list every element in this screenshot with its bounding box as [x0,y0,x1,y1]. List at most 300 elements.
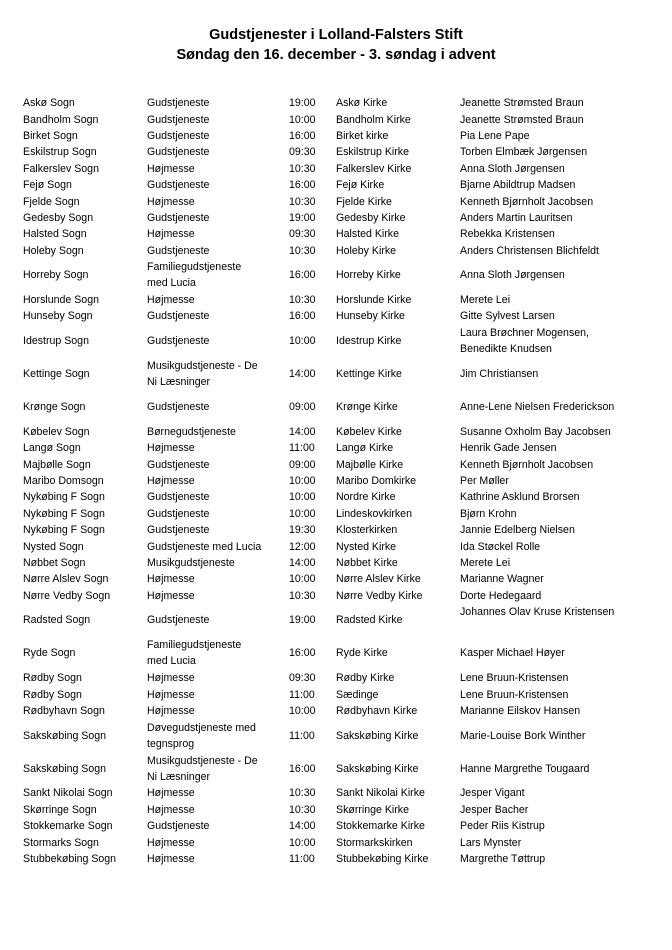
priest-cell-text: Jesper Bacher [460,803,529,816]
parish-cell [23,177,143,193]
church-cell [336,851,456,867]
service-type-cell-text: Gudstjeneste [147,401,210,414]
priest-cell-text: Kenneth Bjørnholt Jacobsen [460,458,594,471]
service-type-cell-text: Børnegudstjeneste [147,425,236,438]
parish-cell-text: Maribo Domsogn [23,475,104,488]
priest-cell [460,440,665,456]
parish-cell-text: Stokkemarke Sogn [23,820,113,833]
time-cell-text: 10:00 [289,335,316,348]
priest-cell-text: Benedikte Knudsen [460,343,552,356]
service-type-cell [147,440,282,456]
church-cell [336,818,456,834]
parish-cell [23,555,143,571]
parish-cell [23,440,143,456]
service-type-cell-text: Højmesse [147,573,195,586]
priest-cell-text: Anders Martin Lauritsen [460,211,573,224]
service-type-cell-text: Højmesse [147,228,195,241]
priest-cell [460,292,665,308]
parish-cell-text: Rødbyhavn Sogn [23,704,105,717]
priest-cell [460,604,665,637]
service-type-cell [147,588,282,604]
parish-cell [23,588,143,604]
service-type-cell-text: Gudstjeneste [147,310,210,323]
parish-cell [23,308,143,324]
time-cell-text: 16:00 [289,179,316,192]
parish-cell-text: Holeby Sogn [23,244,84,257]
service-row [0,834,672,850]
time-cell-text: 11:00 [289,688,315,701]
time-cell [289,818,329,834]
service-type-cell [147,161,282,177]
service-type-cell [147,325,282,358]
church-cell-text: Holeby Kirke [336,244,397,257]
service-row [0,719,672,752]
priest-cell [460,555,665,571]
time-cell [289,637,329,670]
parish-cell-text: Hunseby Sogn [23,310,93,323]
church-cell [336,424,456,440]
service-type-cell-text: Musikgudstjeneste [147,557,235,569]
time-cell [289,752,329,785]
church-cell-text: Nørre Vedby Kirke [336,589,423,602]
parish-cell [23,522,143,538]
service-type-cell-text: Døvegudstjeneste med [147,721,256,734]
parish-cell [23,210,143,226]
time-cell-text: 16:00 [289,269,316,282]
service-type-cell-text: Højmesse [147,475,195,488]
church-cell-text: Gedesby Kirke [336,211,406,224]
service-type-cell [147,226,282,242]
parish-cell-text: Nykøbing F Sogn [23,507,105,520]
service-type-cell-text: Ni Læsninger [147,770,211,783]
service-type-cell-text: Gudstjeneste [147,820,210,833]
priest-cell-text: Jannie Edelberg Nielsen [460,524,575,537]
time-cell-text: 11:00 [289,442,315,455]
parish-cell-text: Radsted Sogn [23,614,91,627]
priest-cell [460,144,665,160]
service-row [0,802,672,818]
service-type-cell [147,259,282,292]
service-row [0,144,672,160]
church-cell [336,555,456,571]
church-cell-text: Horslunde Kirke [336,294,412,307]
parish-cell-text: Nøbbet Sogn [23,557,86,569]
service-type-cell [147,456,282,472]
church-cell-text: Rødby Kirke [336,672,395,685]
church-cell [336,111,456,127]
church-cell-text: Fejø Kirke [336,179,385,192]
church-cell-text: Stubbekøbing Kirke [336,852,429,865]
church-cell-text: Askø Kirke [336,97,388,110]
service-type-cell [147,571,282,587]
parish-cell-text: Horreby Sogn [23,269,89,282]
priest-cell-text: Marie-Louise Bork Winther [460,729,586,742]
time-cell-text: 19:30 [289,524,316,537]
service-type-cell-text: med Lucia [147,655,196,668]
church-cell [336,752,456,785]
service-row [0,391,672,424]
parish-cell [23,95,143,111]
church-cell-text: Idestrup Kirke [336,335,402,348]
priest-cell-text: Pia Lene Pape [460,129,530,142]
service-row [0,785,672,801]
parish-cell [23,424,143,440]
service-type-cell-text: Gudstjeneste [147,129,210,142]
service-row [0,226,672,242]
priest-cell-text: Jeanette Strømsted Braun [460,113,584,126]
service-row [0,686,672,702]
priest-cell-text: Lars Mynster [460,836,522,849]
parish-cell-text: Nysted Sogn [23,540,84,553]
church-cell [336,719,456,752]
time-cell-text: 10:00 [289,704,316,717]
parish-cell [23,785,143,801]
service-type-cell-text: Højmesse [147,688,195,701]
service-type-cell-text: Gudstjeneste med Lucia [147,540,262,553]
service-type-cell-text: Højmesse [147,787,195,800]
parish-cell [23,292,143,308]
time-cell [289,588,329,604]
priest-cell [460,391,665,424]
service-type-cell-text: Gudstjeneste [147,146,210,159]
time-cell [289,834,329,850]
church-cell-text: Nørre Alslev Kirke [336,573,421,586]
parish-cell [23,128,143,144]
priest-cell [460,489,665,505]
parish-cell-text: Stormarks Sogn [23,836,99,849]
parish-cell-text: Sankt Nikolai Sogn [23,787,113,800]
parish-cell-text: Stubbekøbing Sogn [23,852,117,865]
church-cell [336,522,456,538]
parish-cell [23,637,143,670]
parish-cell-text: Bandholm Sogn [23,113,99,126]
priest-cell-text: Johannes Olav Kruse Kristensen [460,605,615,618]
priest-cell [460,637,665,670]
time-cell-text: 10:00 [289,507,316,520]
priest-cell [460,243,665,259]
time-cell-text: 11:00 [289,729,315,742]
service-row [0,358,672,391]
church-cell [336,391,456,424]
parish-cell [23,703,143,719]
parish-cell [23,670,143,686]
church-cell-text: Nøbbet Kirke [336,557,398,569]
service-row [0,506,672,522]
service-row [0,424,672,440]
parish-cell [23,358,143,391]
service-type-cell-text: tegnsprog [147,737,195,750]
parish-cell-text: Langø Sogn [23,442,81,455]
church-cell [336,177,456,193]
priest-cell [460,538,665,554]
service-type-cell-text: Gudstjeneste [147,244,210,257]
church-cell [336,834,456,850]
church-cell [336,259,456,292]
parish-cell-text: Krønge Sogn [23,401,86,414]
parish-cell-text: Sakskøbing Sogn [23,762,107,775]
service-type-cell-text: Gudstjeneste [147,524,210,537]
time-cell-text: 10:30 [289,294,316,307]
service-type-cell-text: Gudstjeneste [147,179,210,192]
parish-cell-text: Askø Sogn [23,97,75,110]
parish-cell-text: Fjelde Sogn [23,195,80,208]
priest-cell-text: Rebekka Kristensen [460,228,555,241]
priest-cell-text: Marianne Wagner [460,573,544,586]
service-type-cell [147,703,282,719]
service-type-cell-text: Højmesse [147,704,195,717]
service-type-cell-text: Højmesse [147,442,195,455]
priest-cell-text: Merete Lei [460,557,511,569]
service-type-cell [147,243,282,259]
time-cell [289,193,329,209]
time-cell-text: 14:00 [289,368,316,381]
church-cell [336,144,456,160]
church-cell-text: Radsted Kirke [336,614,403,627]
parish-cell [23,456,143,472]
service-type-cell [147,506,282,522]
parish-cell-text: Købelev Sogn [23,425,90,438]
church-cell-text: Horreby Kirke [336,269,401,282]
parish-cell-text: Fejø Sogn [23,179,72,192]
parish-cell [23,243,143,259]
time-cell-text: 10:00 [289,836,316,849]
service-type-cell [147,538,282,554]
time-cell-text: 10:00 [289,475,316,488]
church-cell [336,571,456,587]
church-cell [336,193,456,209]
page-subtitle: Søndag den 16. december - 3. søndag i advent [176,47,496,63]
priest-cell-text: Kathrine Asklund Brorsen [460,491,580,504]
service-type-cell [147,358,282,391]
service-type-cell-text: Familiegudstjeneste [147,261,242,274]
church-cell-text: Klosterkirken [336,524,398,537]
priest-cell [460,177,665,193]
service-type-cell-text: Familiegudstjeneste [147,639,242,652]
church-cell [336,161,456,177]
service-type-cell-text: Højmesse [147,803,195,816]
service-type-cell-text: Musikgudstjeneste - De [147,360,258,373]
service-type-cell [147,210,282,226]
service-type-cell [147,851,282,867]
church-cell [336,456,456,472]
parish-cell [23,834,143,850]
parish-cell [23,851,143,867]
service-type-cell-text: Gudstjeneste [147,614,210,627]
priest-cell [460,802,665,818]
time-cell [289,571,329,587]
service-row [0,325,672,358]
priest-cell [460,686,665,702]
time-cell [289,391,329,424]
priest-cell [460,522,665,538]
church-cell-text: Majbølle Kirke [336,458,404,471]
church-cell-text: Falkerslev Kirke [336,162,412,175]
church-cell [336,226,456,242]
time-cell-text: 11:00 [289,852,315,865]
service-type-cell [147,144,282,160]
parish-cell [23,818,143,834]
parish-cell-text: Kettinge Sogn [23,368,90,381]
parish-cell-text: Gedesby Sogn [23,211,94,224]
time-cell [289,522,329,538]
time-cell-text: 09:00 [289,458,316,471]
priest-cell [460,210,665,226]
church-cell-text: Maribo Domkirke [336,475,417,488]
church-cell-text: Hunseby Kirke [336,310,405,323]
time-cell-text: 16:00 [289,647,316,660]
church-cell-text: Købelev Kirke [336,425,402,438]
priest-cell [460,308,665,324]
priest-cell-text: Gitte Sylvest Larsen [460,310,555,323]
parish-cell-text: Skørringe Sogn [23,803,97,816]
church-cell [336,686,456,702]
time-cell-text: 09:30 [289,146,316,159]
parish-cell-text: Halsted Sogn [23,228,87,241]
time-cell [289,686,329,702]
time-cell-text: 10:30 [289,244,316,257]
service-type-cell [147,292,282,308]
page-title: Gudstjenester i Lolland-Falsters Stift [209,27,463,43]
church-cell-text: Stokkemarke Kirke [336,820,425,833]
parish-cell [23,193,143,209]
parish-cell [23,719,143,752]
church-cell [336,506,456,522]
parish-cell-text: Sakskøbing Sogn [23,729,107,742]
church-cell-text: Sankt Nikolai Kirke [336,787,425,800]
church-cell-text: Eskilstrup Kirke [336,146,409,159]
church-cell [336,210,456,226]
service-type-cell [147,522,282,538]
church-cell-text: Langø Kirke [336,442,394,455]
church-cell [336,604,456,637]
church-cell-text: Bandholm Kirke [336,113,411,126]
service-row [0,588,672,604]
church-cell-text: Krønge Kirke [336,401,398,414]
service-type-cell-text: Højmesse [147,162,195,175]
time-cell-text: 16:00 [289,762,316,775]
time-cell-text: 10:30 [289,787,316,800]
time-cell [289,489,329,505]
time-cell-text: 16:00 [289,310,316,323]
priest-cell [460,818,665,834]
time-cell [289,538,329,554]
service-row [0,637,672,670]
time-cell-text: 09:30 [289,672,316,685]
service-type-cell [147,111,282,127]
service-row [0,555,672,571]
parish-cell-text: Nørre Vedby Sogn [23,589,111,602]
church-cell-text: Sakskøbing Kirke [336,729,419,742]
parish-cell-text: Nykøbing F Sogn [23,524,105,537]
priest-cell-text: Lene Bruun-Kristensen [460,672,569,685]
priest-cell [460,456,665,472]
parish-cell [23,604,143,637]
time-cell [289,161,329,177]
priest-cell-text: Jim Christiansen [460,368,539,381]
church-cell-text: Nordre Kirke [336,491,396,504]
service-type-cell [147,686,282,702]
service-list [0,95,672,867]
church-cell [336,308,456,324]
service-row [0,292,672,308]
priest-cell [460,358,665,391]
service-type-cell [147,637,282,670]
church-cell [336,128,456,144]
church-cell [336,785,456,801]
service-type-cell-text: Gudstjeneste [147,507,210,520]
parish-cell-text: Rødby Sogn [23,688,82,701]
parish-cell [23,259,143,292]
service-type-cell [147,752,282,785]
church-cell-text: Fjelde Kirke [336,195,392,208]
church-cell-text: Skørringe Kirke [336,803,409,816]
priest-cell [460,161,665,177]
time-cell [289,144,329,160]
service-row [0,210,672,226]
priest-cell-text: Anne-Lene Nielsen Frederickson [460,401,615,414]
time-cell-text: 19:00 [289,614,316,627]
time-cell [289,210,329,226]
service-row [0,243,672,259]
time-cell [289,719,329,752]
service-type-cell-text: Gudstjeneste [147,491,210,504]
church-cell [336,292,456,308]
time-cell [289,703,329,719]
priest-cell-text: Kenneth Bjørnholt Jacobsen [460,195,594,208]
time-cell-text: 19:00 [289,211,316,224]
service-type-cell-text: Gudstjeneste [147,458,210,471]
time-cell [289,325,329,358]
church-cell-text: Sædinge [336,688,379,701]
service-type-cell [147,95,282,111]
priest-cell-text: Henrik Gade Jensen [460,442,557,455]
priest-cell [460,703,665,719]
parish-cell-text: Nykøbing F Sogn [23,491,105,504]
parish-cell-text: Rødby Sogn [23,672,82,685]
service-row [0,193,672,209]
parish-cell-text: Idestrup Sogn [23,335,89,348]
priest-cell [460,95,665,111]
parish-cell [23,144,143,160]
service-type-cell-text: Gudstjeneste [147,211,210,224]
parish-cell [23,226,143,242]
service-type-cell [147,834,282,850]
priest-cell [460,325,665,358]
service-row [0,604,672,637]
church-cell [336,802,456,818]
service-type-cell [147,604,282,637]
service-type-cell-text: Højmesse [147,294,195,307]
time-cell [289,424,329,440]
service-type-cell [147,802,282,818]
priest-cell [460,752,665,785]
service-type-cell [147,555,282,571]
church-cell-text: Sakskøbing Kirke [336,762,419,775]
service-row [0,752,672,785]
priest-cell-text: Jeanette Strømsted Braun [460,97,584,110]
priest-cell [460,785,665,801]
church-cell-text: Nysted Kirke [336,540,397,553]
parish-cell [23,686,143,702]
parish-cell [23,538,143,554]
church-cell-text: Rødbyhavn Kirke [336,704,418,717]
parish-cell-text: Majbølle Sogn [23,458,91,471]
service-type-cell-text: Højmesse [147,852,195,865]
parish-cell-text: Birket Sogn [23,129,78,142]
priest-cell [460,473,665,489]
service-type-cell-text: Højmesse [147,672,195,685]
service-type-cell-text: Musikgudstjeneste - De [147,754,258,767]
